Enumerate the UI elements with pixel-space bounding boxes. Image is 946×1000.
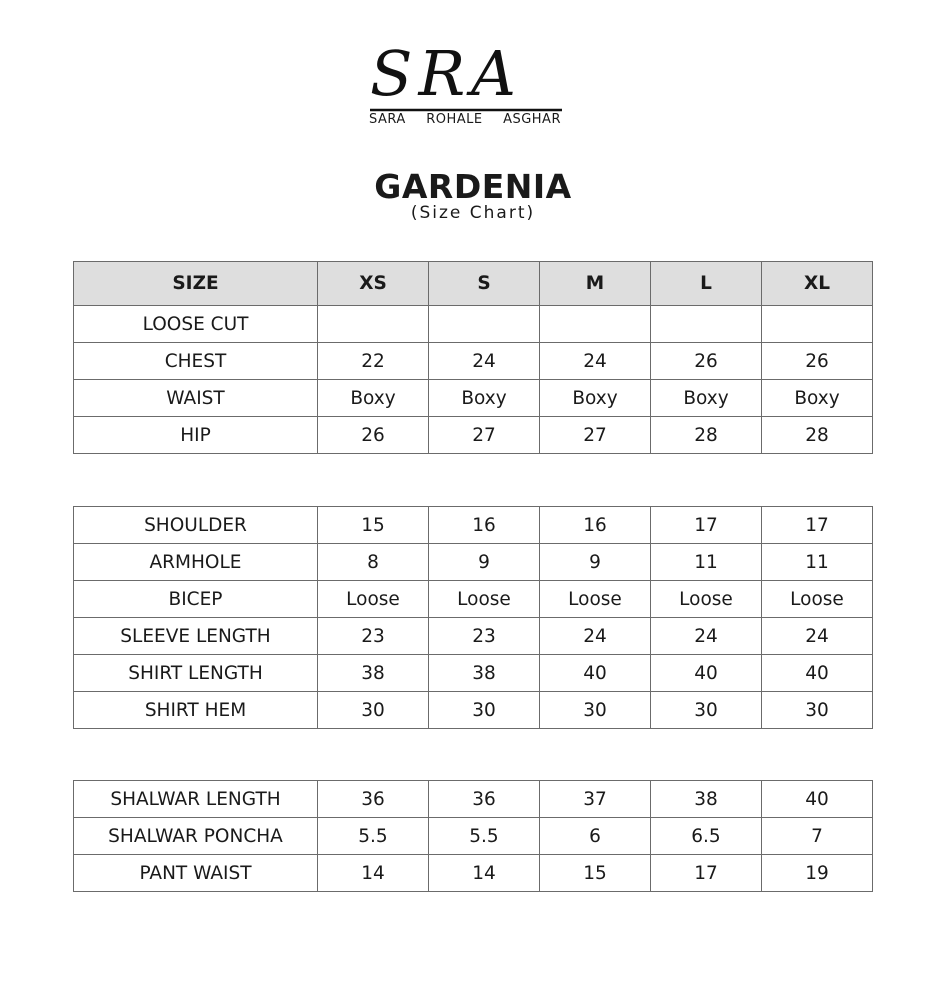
table-cell: 26	[318, 417, 429, 454]
header-cell-size: SIZE	[74, 262, 318, 306]
table-cell: 36	[318, 781, 429, 818]
table-body	[74, 306, 873, 454]
table-cell: 38	[651, 781, 762, 818]
table-cell: 11	[762, 544, 873, 581]
table-cell: 16	[540, 507, 651, 544]
table-cell: 26	[762, 343, 873, 380]
table-row	[74, 507, 873, 544]
table-cell: 16	[429, 507, 540, 544]
row-label: SHIRT HEM	[74, 692, 318, 729]
table-cell: 15	[540, 855, 651, 892]
size-table-lower	[73, 780, 873, 892]
row-label: SHOULDER	[74, 507, 318, 544]
table-cell: 5.5	[429, 818, 540, 855]
table-cell	[540, 306, 651, 343]
row-label: SHIRT LENGTH	[74, 655, 318, 692]
table-cell: 24	[762, 618, 873, 655]
table-row	[74, 544, 873, 581]
table-cell: 36	[429, 781, 540, 818]
table-row	[74, 781, 873, 818]
table-cell: 40	[540, 655, 651, 692]
table-cell: 30	[651, 692, 762, 729]
header-cell-xl: XL	[762, 262, 873, 306]
table-cell	[651, 306, 762, 343]
table-cell: 26	[651, 343, 762, 380]
table-row	[74, 581, 873, 618]
table-cell: 27	[429, 417, 540, 454]
row-label: HIP	[74, 417, 318, 454]
table-cell: 14	[318, 855, 429, 892]
table-cell: 17	[651, 855, 762, 892]
brand-name	[369, 112, 561, 127]
table-row	[74, 343, 873, 380]
table-row	[74, 855, 873, 892]
table-cell	[762, 306, 873, 343]
table-cell: 30	[318, 692, 429, 729]
table-cell	[318, 306, 429, 343]
row-label: WAIST	[74, 380, 318, 417]
table-row	[74, 618, 873, 655]
table-cell: 19	[762, 855, 873, 892]
table-cell: 40	[651, 655, 762, 692]
table-cell: Boxy	[762, 380, 873, 417]
table-cell: Boxy	[429, 380, 540, 417]
table-cell: 7	[762, 818, 873, 855]
table-cell: Boxy	[651, 380, 762, 417]
header-cell-l: L	[651, 262, 762, 306]
table-cell: 23	[318, 618, 429, 655]
table-cell: 15	[318, 507, 429, 544]
table-cell: 30	[540, 692, 651, 729]
table-cell: 27	[540, 417, 651, 454]
size-table-fit	[73, 261, 873, 454]
table-cell: Loose	[651, 581, 762, 618]
table-cell: Boxy	[540, 380, 651, 417]
brand-word-first: SARA	[369, 112, 406, 127]
page-subtitle: (Size Chart)	[410, 203, 536, 223]
table-cell: 24	[651, 618, 762, 655]
table-cell: Loose	[429, 581, 540, 618]
table-cell: 14	[429, 855, 540, 892]
table-cell: 24	[540, 343, 651, 380]
size-table-upper	[73, 506, 873, 729]
table-cell: 24	[429, 343, 540, 380]
row-label: ARMHOLE	[74, 544, 318, 581]
table-cell: 6.5	[651, 818, 762, 855]
table-body	[74, 507, 873, 729]
table-row	[74, 306, 873, 343]
table-cell: 38	[318, 655, 429, 692]
row-label: BICEP	[74, 581, 318, 618]
table-cell: 38	[429, 655, 540, 692]
table-cell: 5.5	[318, 818, 429, 855]
table-cell: 28	[651, 417, 762, 454]
row-label: SHALWAR PONCHA	[74, 818, 318, 855]
table-cell: 28	[762, 417, 873, 454]
table-cell: 23	[429, 618, 540, 655]
table-cell: Loose	[762, 581, 873, 618]
table-cell: 30	[429, 692, 540, 729]
header-cell-m: M	[540, 262, 651, 306]
table-cell: 40	[762, 655, 873, 692]
brand-word-middle: ROHALE	[426, 112, 483, 127]
table-body	[74, 781, 873, 892]
table-cell: Loose	[540, 581, 651, 618]
row-label: PANT WAIST	[74, 855, 318, 892]
header-cell-s: S	[429, 262, 540, 306]
table-row	[74, 692, 873, 729]
table-row	[74, 655, 873, 692]
table-cell: 11	[651, 544, 762, 581]
brand-word-last: ASGHAR	[503, 112, 561, 127]
row-label: LOOSE CUT	[74, 306, 318, 343]
table-cell: 6	[540, 818, 651, 855]
table-cell: 9	[429, 544, 540, 581]
table-cell: 17	[762, 507, 873, 544]
table-cell: Boxy	[318, 380, 429, 417]
row-label: SLEEVE LENGTH	[74, 618, 318, 655]
table-header-row	[74, 262, 873, 306]
page-title: GARDENIA	[374, 167, 572, 206]
table-cell: 9	[540, 544, 651, 581]
table-cell	[429, 306, 540, 343]
table-cell: 8	[318, 544, 429, 581]
table-row	[74, 380, 873, 417]
header-cell-xs: XS	[318, 262, 429, 306]
table-cell: 17	[651, 507, 762, 544]
table-row	[74, 818, 873, 855]
table-cell: 40	[762, 781, 873, 818]
row-label: CHEST	[74, 343, 318, 380]
table-row	[74, 417, 873, 454]
table-cell: 37	[540, 781, 651, 818]
table-cell: 30	[762, 692, 873, 729]
logo-monogram: SRA	[370, 40, 522, 110]
table-cell: 22	[318, 343, 429, 380]
table-cell: 24	[540, 618, 651, 655]
table-cell: Loose	[318, 581, 429, 618]
row-label: SHALWAR LENGTH	[74, 781, 318, 818]
